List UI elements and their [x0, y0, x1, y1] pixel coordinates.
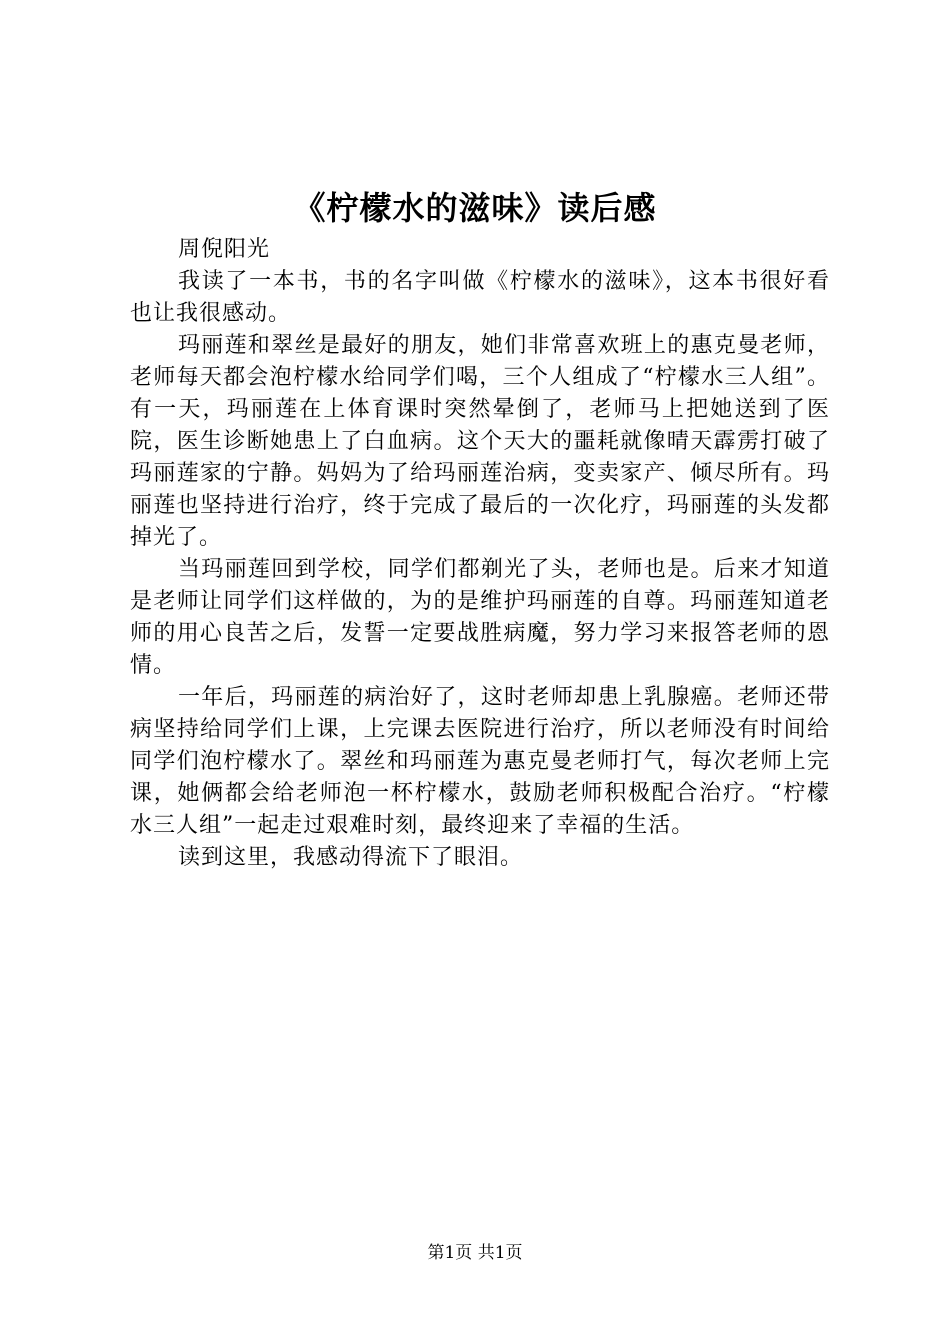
paragraph: 一年后，玛丽莲的病治好了，这时老师却患上乳腺癌。老师还带病坚持给同学们上课，上完课去医院进行治疗，所以老师没有时间给同学们泡柠檬水了。翠丝和玛丽莲为惠克曼老师打气，每次老师上完课，她俩都会给老师泡一杯柠檬水，鼓励老师积极配合治疗。“柠檬水三人组”一起走过艰难时刻，最终迎来了幸福的生活。	[130, 685, 830, 838]
paragraph: 我读了一本书，书的名字叫做《柠檬水的滋味》，这本书很好看也让我很感动。	[130, 269, 830, 326]
author-name: 周倪阳光	[178, 237, 271, 262]
paragraph: 当玛丽莲回到学校，同学们都剃光了头，老师也是。后来才知道是老师让同学们这样做的，为的是维护玛丽莲的自尊。玛丽莲知道老师的用心良苦之后，发誓一定要战胜病魔，努力学习来报答老师的恩情。	[130, 557, 830, 678]
page-footer: 第1页 共1页	[427, 1243, 523, 1263]
paragraph: 读到这里，我感动得流下了眼泪。	[178, 845, 524, 870]
document-body	[130, 234, 830, 874]
paragraph: 玛丽莲和翠丝是最好的朋友，她们非常喜欢班上的惠克曼老师，老师每天都会泡柠檬水给同学们喝，三个人组成了“柠檬水三人组”。有一天，玛丽莲在上体育课时突然晕倒了，老师马上把她送到了医院，医生诊断她患上了白血病。这个天大的噩耗就像晴天霹雳打破了玛丽莲家的宁静。妈妈为了给玛丽莲治病，变卖家产、倾尽所有。玛丽莲也坚持进行治疗，终于完成了最后的一次化疗，玛丽莲的头发都掉光了。	[130, 333, 830, 550]
document-title: 《柠檬水的滋味》读后感	[293, 189, 657, 227]
